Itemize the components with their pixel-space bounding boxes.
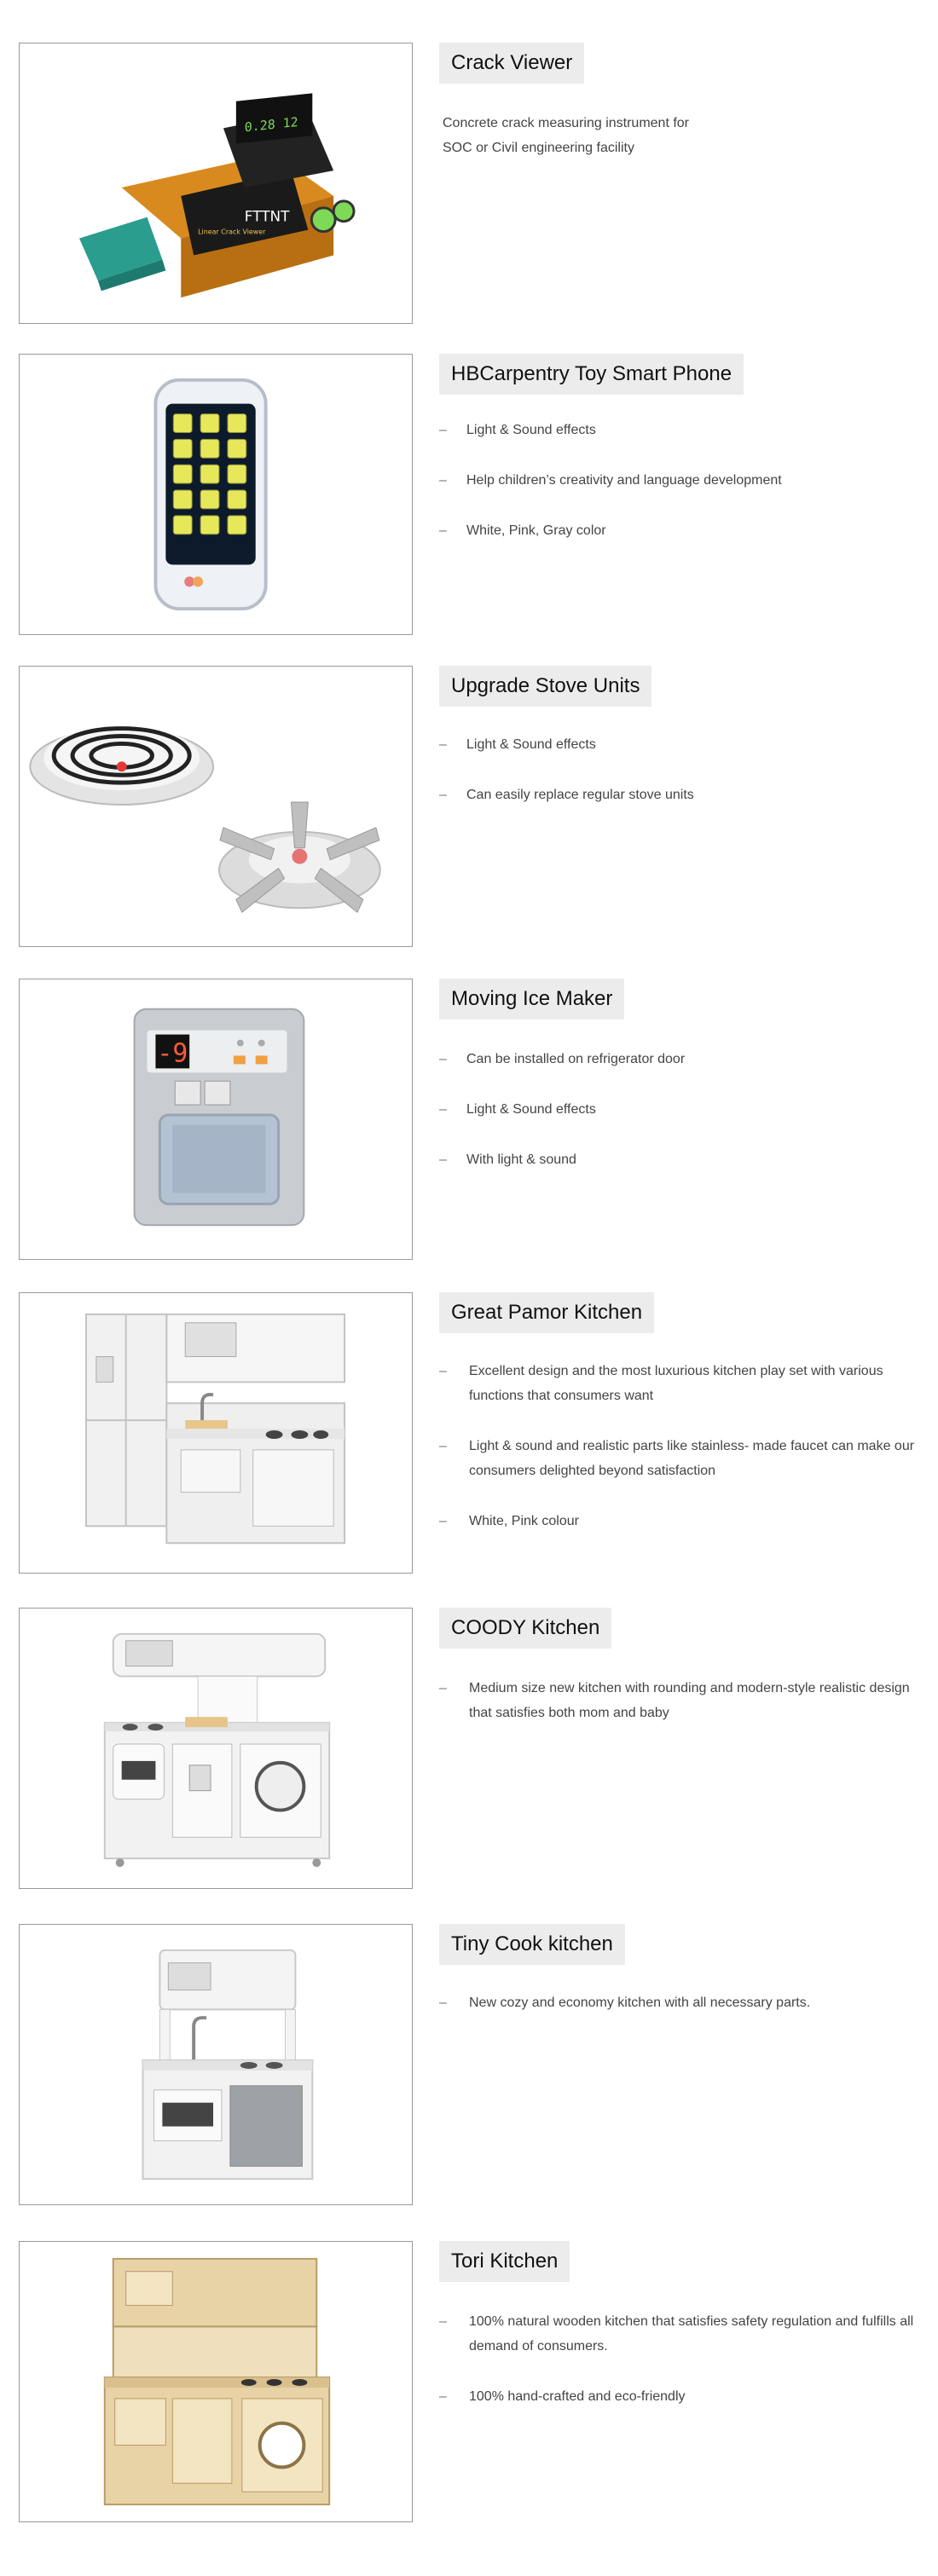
feature-item: – 100% hand-crafted and eco-friendly [439,2389,686,2404]
tiny-cook-kitchen-illustration [20,1925,412,2204]
ice-maker-illustration [20,979,412,1259]
ice-maker-display: -9 [157,1038,188,1069]
pamor-kitchen-illustration [20,1293,412,1573]
product-row-coody-kitchen [0,1608,938,1891]
feature-item: – White, Pink colour [439,1514,579,1528]
product-title: Great Pamor Kitchen [439,1292,654,1333]
product-title: Tiny Cook kitchen [439,1924,625,1965]
feature-item: – 100% natural wooden kitchen that satisfies safety regulation and fulfills all demand of consumers. [439,2314,914,2354]
feature-item: – New cozy and economy kitchen with all necessary parts. [439,1996,811,2010]
product-row-crack-viewer [0,43,938,326]
ice-maker-image [19,979,413,1260]
product-title: Crack Viewer [439,43,584,84]
pamor-kitchen-image [19,1292,413,1574]
product-row-tori-kitchen [0,2241,938,2524]
crack-viewer-image [19,43,413,324]
crack-viewer-illustration [20,43,412,323]
smart-phone-illustration [20,355,412,634]
product-row-stove-units [0,666,938,949]
feature-item: – Can easily replace regular stove units [439,788,694,802]
product-feature-list [439,418,917,569]
product-feature-list [439,1359,917,1559]
product-title: HBCarpentry Toy Smart Phone [439,354,744,395]
coody-kitchen-illustration [20,1609,412,1888]
svg-text:0.28 12: 0.28 12 [244,113,298,136]
feature-item: – Can be installed on refrigerator door [439,1052,686,1066]
tiny-cook-kitchen-image [19,1924,413,2205]
feature-item: – White, Pink, Gray color [439,523,606,538]
feature-item: – Light & Sound effects [439,1102,596,1117]
product-title: Moving Ice Maker [439,979,624,1019]
feature-item: – Excellent design and the most luxurious kitchen play set with various functions that consumers want [439,1364,883,1403]
feature-item: – With light & sound [439,1152,576,1167]
product-row-smart-phone [0,354,938,637]
tori-kitchen-illustration [20,2242,412,2521]
device-caption: Linear Crack Viewer [198,228,266,236]
stove-units-image [19,666,413,947]
feature-item: – Light & sound and realistic parts like stainless- made faucet can make our consumers delighted beyond satisfaction [439,1439,915,1478]
coody-kitchen-image [19,1608,413,1889]
feature-item: – Light & Sound effects [439,737,596,752]
stove-units-illustration [20,667,412,946]
description-line: Concrete crack measuring instrument for [443,116,689,130]
product-title: Tori Kitchen [439,2241,570,2282]
product-feature-list [439,732,917,833]
device-brand-label: FTTNT [244,207,290,225]
description-line: SOC or Civil engineering facility [443,141,634,155]
feature-item: – Medium size new kitchen with rounding and modern-style realistic design that satisfies both mom and baby [439,1681,910,1720]
product-title: Upgrade Stove Units [439,666,651,707]
feature-item: – Light & Sound effects [439,423,596,437]
feature-item: – Help children’s creativity and language development [439,473,782,488]
product-feature-list [439,2309,917,2434]
product-feature-list [439,1047,917,1198]
product-row-tiny-cook-kitchen [0,1924,938,2207]
product-description [443,111,689,160]
product-title: COODY Kitchen [439,1608,611,1649]
product-feature-list [439,1990,917,2041]
product-row-ice-maker [0,979,938,1262]
smart-phone-image [19,354,413,635]
tori-kitchen-image [19,2241,413,2522]
product-feature-list [439,1676,917,1751]
product-row-pamor-kitchen [0,1292,938,1575]
